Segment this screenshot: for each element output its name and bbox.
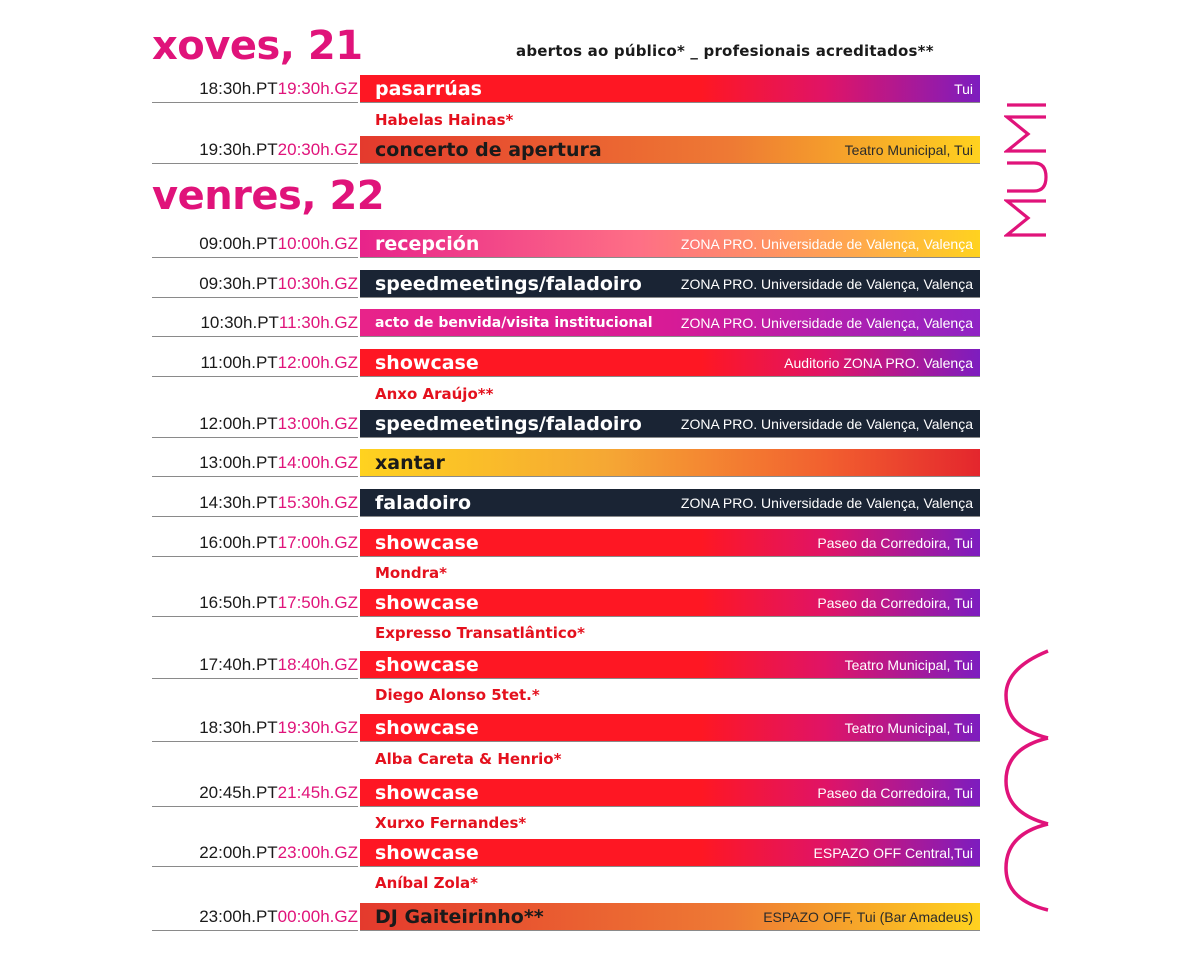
- time-portugal: 14:30h.PT: [199, 493, 278, 512]
- schedule-row: [152, 309, 980, 337]
- artist-name: Diego Alonso 5tet.*: [375, 686, 540, 704]
- schedule-row: [152, 489, 980, 517]
- audience-legend: abertos ao público* _ profesionais acreditados**: [516, 42, 934, 60]
- event-bar: [360, 839, 980, 866]
- time-cell: [152, 410, 358, 438]
- time-portugal: 09:30h.PT: [199, 274, 278, 293]
- time-portugal: 22:00h.PT: [199, 843, 278, 862]
- event-bar: [360, 136, 980, 163]
- event-bar: [360, 714, 980, 741]
- time-galicia: 12:00h.GZ: [277, 353, 358, 372]
- schedule-row: [152, 410, 980, 438]
- event-location: ZONA PRO. Universidade de Valença, Valença: [680, 276, 973, 292]
- event-bar: [360, 349, 980, 376]
- row-divider: [360, 741, 980, 742]
- time-portugal: 18:30h.PT: [199, 718, 278, 737]
- row-divider: [360, 806, 980, 807]
- event-title: showcase: [375, 717, 479, 739]
- artist-name: Habelas Hainas*: [375, 111, 514, 129]
- row-divider: [360, 297, 980, 298]
- row-divider: [360, 678, 980, 679]
- time-portugal: 18:30h.PT: [199, 79, 278, 98]
- time-portugal: 09:00h.PT: [199, 234, 278, 253]
- time-portugal: 17:40h.PT: [199, 655, 278, 674]
- schedule-row: [152, 449, 980, 477]
- row-divider: [360, 376, 980, 377]
- event-location: Auditorio ZONA PRO. Valença: [784, 355, 973, 371]
- row-divider: [360, 257, 980, 258]
- event-bar: [360, 779, 980, 806]
- event-title: faladoiro: [375, 492, 472, 514]
- time-cell: [152, 651, 358, 679]
- time-portugal: 23:00h.PT: [199, 907, 278, 926]
- event-title: acto de benvida/visita institucional: [375, 315, 653, 331]
- artist-name: Alba Careta & Henrio*: [375, 750, 562, 768]
- time-galicia: 10:00h.GZ: [277, 234, 358, 253]
- event-bar: [360, 270, 980, 297]
- time-galicia: 21:45h.GZ: [277, 783, 358, 802]
- time-galicia: 23:00h.GZ: [277, 843, 358, 862]
- row-divider: [360, 476, 980, 477]
- time-cell: [152, 75, 358, 103]
- schedule-row: [152, 779, 980, 807]
- event-location: ESPAZO OFF Central,Tui: [813, 845, 973, 861]
- row-divider: [360, 516, 980, 517]
- mumi-arcs-logo: [1002, 648, 1052, 913]
- schedule-row: [152, 349, 980, 377]
- row-divider: [360, 556, 980, 557]
- schedule-row: [152, 230, 980, 258]
- event-location: ZONA PRO. Universidade de Valença, Valença: [680, 236, 973, 252]
- row-divider: [360, 102, 980, 103]
- time-galicia: 15:30h.GZ: [277, 493, 358, 512]
- event-location: Paseo da Corredoira, Tui: [817, 595, 973, 611]
- event-location: Teatro Municipal, Tui: [844, 142, 973, 158]
- schedule-row: [152, 75, 980, 103]
- time-cell: [152, 349, 358, 377]
- schedule-row: [152, 589, 980, 617]
- event-bar: [360, 309, 980, 336]
- row-divider: [360, 866, 980, 867]
- time-cell: [152, 839, 358, 867]
- time-portugal: 16:00h.PT: [199, 533, 278, 552]
- event-title: speedmeetings/faladoiro: [375, 413, 642, 435]
- time-galicia: 19:30h.GZ: [277, 718, 358, 737]
- event-title: concerto de apertura: [375, 139, 602, 161]
- time-galicia: 17:00h.GZ: [277, 533, 358, 552]
- row-divider: [360, 163, 980, 164]
- time-portugal: 13:00h.PT: [199, 453, 278, 472]
- time-cell: [152, 309, 358, 337]
- event-title: pasarrúas: [375, 78, 482, 100]
- day-heading-xoves: xoves, 21: [152, 23, 363, 69]
- schedule-row: [152, 651, 980, 679]
- event-location: Paseo da Corredoira, Tui: [817, 535, 973, 551]
- event-location: ZONA PRO. Universidade de Valença, Valença: [680, 315, 973, 331]
- day-heading-venres: venres, 22: [152, 173, 385, 219]
- event-title: speedmeetings/faladoiro: [375, 273, 642, 295]
- time-cell: [152, 489, 358, 517]
- time-portugal: 12:00h.PT: [199, 414, 278, 433]
- time-portugal: 11:00h.PT: [200, 353, 278, 372]
- event-bar: [360, 589, 980, 616]
- row-divider: [360, 437, 980, 438]
- row-divider: [360, 930, 980, 931]
- event-bar: [360, 449, 980, 476]
- event-location: ZONA PRO. Universidade de Valença, Valença: [680, 495, 973, 511]
- event-bar: [360, 529, 980, 556]
- event-title: showcase: [375, 532, 479, 554]
- time-galicia: 14:00h.GZ: [277, 453, 358, 472]
- time-cell: [152, 714, 358, 742]
- time-portugal: 10:30h.PT: [200, 313, 279, 332]
- time-cell: [152, 230, 358, 258]
- time-galicia: 18:40h.GZ: [277, 655, 358, 674]
- event-title: recepción: [375, 233, 480, 255]
- event-location: Teatro Municipal, Tui: [844, 720, 973, 736]
- time-portugal: 20:45h.PT: [199, 783, 278, 802]
- artist-name: Aníbal Zola*: [375, 874, 478, 892]
- event-title: showcase: [375, 592, 479, 614]
- event-bar: [360, 410, 980, 437]
- schedule-row: [152, 529, 980, 557]
- row-divider: [360, 616, 980, 617]
- time-galicia: 19:30h.GZ: [277, 79, 358, 98]
- time-cell: [152, 449, 358, 477]
- time-galicia: 13:00h.GZ: [277, 414, 358, 433]
- schedule-row: [152, 270, 980, 298]
- event-bar: [360, 651, 980, 678]
- artist-name: Mondra*: [375, 564, 448, 582]
- mumi-logo-vertical: [1004, 72, 1048, 237]
- time-portugal: 16:50h.PT: [199, 593, 278, 612]
- event-title: showcase: [375, 352, 479, 374]
- event-title: showcase: [375, 782, 479, 804]
- event-location: Paseo da Corredoira, Tui: [817, 785, 973, 801]
- event-bar: [360, 230, 980, 257]
- time-galicia: 17:50h.GZ: [277, 593, 358, 612]
- time-cell: [152, 779, 358, 807]
- time-galicia: 11:30h.GZ: [278, 313, 358, 332]
- time-cell: [152, 589, 358, 617]
- artist-name: Expresso Transatlântico*: [375, 624, 585, 642]
- event-title: xantar: [375, 452, 445, 474]
- event-location: Teatro Municipal, Tui: [844, 657, 973, 673]
- event-bar: [360, 75, 980, 102]
- artist-name: Anxo Araújo**: [375, 385, 494, 403]
- event-bar: [360, 489, 980, 516]
- time-galicia: 20:30h.GZ: [277, 140, 358, 159]
- time-portugal: 19:30h.PT: [199, 140, 278, 159]
- artist-name: Xurxo Fernandes*: [375, 814, 527, 832]
- event-bar: [360, 903, 980, 930]
- time-cell: [152, 270, 358, 298]
- event-title: DJ Gaiteirinho**: [375, 906, 544, 928]
- event-title: showcase: [375, 842, 479, 864]
- time-cell: [152, 136, 358, 164]
- event-title: showcase: [375, 654, 479, 676]
- schedule-row: [152, 903, 980, 931]
- schedule-row: [152, 714, 980, 742]
- time-cell: [152, 903, 358, 931]
- row-divider: [360, 336, 980, 337]
- event-location: Tui: [954, 81, 973, 97]
- event-location: ZONA PRO. Universidade de Valença, Valença: [680, 416, 973, 432]
- time-cell: [152, 529, 358, 557]
- time-galicia: 00:00h.GZ: [277, 907, 358, 926]
- event-location: ESPAZO OFF, Tui (Bar Amadeus): [763, 909, 973, 925]
- schedule-row: [152, 839, 980, 867]
- time-galicia: 10:30h.GZ: [277, 274, 358, 293]
- schedule-row: [152, 136, 980, 164]
